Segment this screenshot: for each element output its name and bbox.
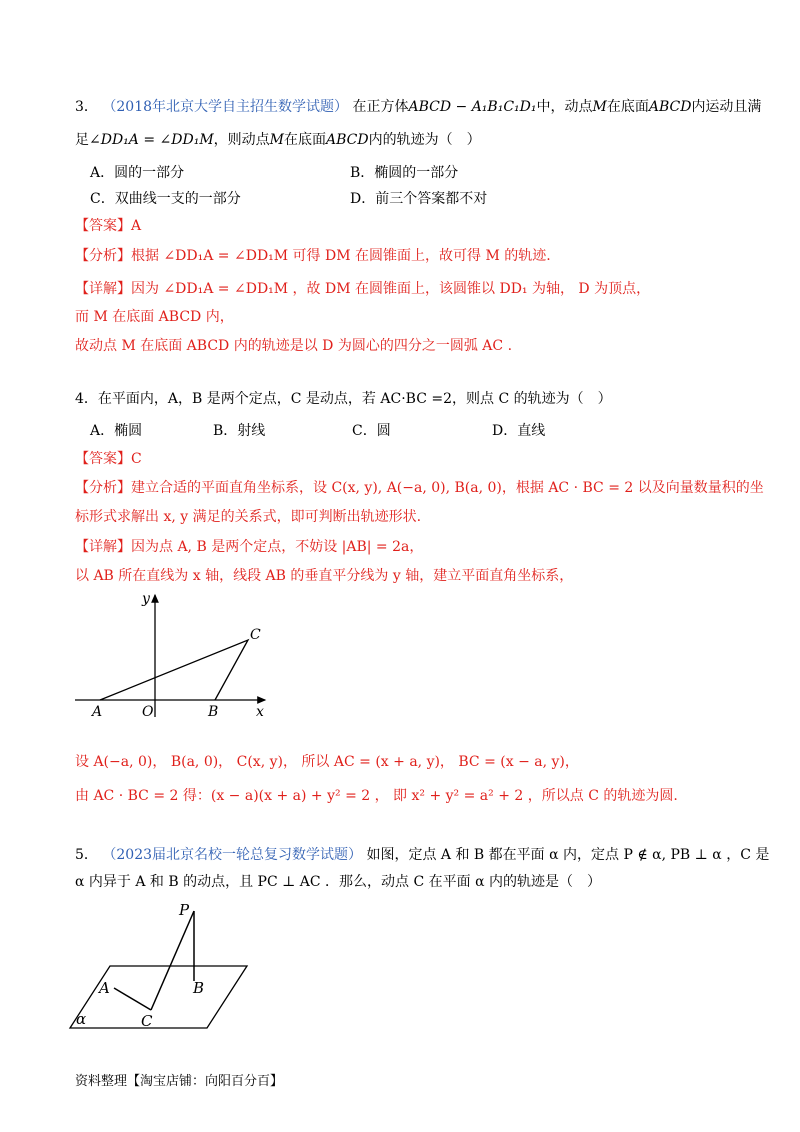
answer-tag: 【答案】 [75, 451, 131, 467]
q3-math: M [269, 132, 285, 148]
q3-text: 在底面 [606, 99, 649, 115]
label-a: A [92, 704, 103, 720]
q3-option-a: A．圆的一部分 [90, 165, 185, 181]
answer-value: C [131, 451, 142, 467]
q4-option-c: C．圆 [352, 423, 391, 439]
q3-detail-1 [75, 279, 650, 299]
q3-analysis [75, 246, 551, 266]
q3-number: 3． [75, 99, 98, 115]
answer-value: A [131, 218, 142, 234]
segment-pc [151, 911, 194, 1010]
q4-answer [75, 449, 142, 469]
q5-stem-text: 如图，定点 A 和 B 都在平面 α 内，定点 P ∉ α, PB ⊥ α ，C 是 [366, 847, 770, 863]
q3-math: ABCD [648, 99, 692, 115]
q4-detail-2: 以 AB 所在直线为 x 轴，线段 AB 的垂直平分线为 y 轴，建立平面直角坐标系， [75, 568, 574, 584]
q4-stem-text: 在平面内，A，B 是两个定点，C 是动点，若 AC·BC =2，则点 C 的轨迹为（ ） [97, 391, 612, 407]
label-a: A [99, 979, 110, 997]
q3-option-d: D．前三个答案都不对 [350, 191, 488, 207]
label-p: P [179, 901, 190, 919]
q3-text: 内的轨迹为（ ） [368, 132, 481, 148]
q3-math: ABCD [326, 132, 369, 148]
label-c: C [141, 1012, 153, 1030]
q3-option-c: C．双曲线一支的一部分 [90, 191, 241, 207]
q3-stem-line1 [75, 97, 761, 117]
q3-detail-2: 而 M 在底面 ABCD 内， [75, 309, 234, 325]
analysis-text: 根据 ∠DD₁A = ∠DD₁M 可得 DM 在圆锥面上，故可得 M 的轨迹. [131, 248, 551, 264]
q4-analysis-1 [75, 478, 764, 498]
q3-text: 足 [75, 132, 89, 148]
q3-cube-math: ABCD − A₁B₁C₁D₁ [408, 99, 537, 115]
page-footer: 资料整理【淘宝店铺：向阳百分百】 [75, 1074, 284, 1089]
q3-text: 在底面 [284, 132, 327, 148]
q5-number: 5． [75, 847, 98, 863]
analysis-text: 建立合适的平面直角坐标系，设 C(x, y), A(−a, 0), B(a, 0)，根据 AC · BC = 2 以及向量数量积的坐 [131, 480, 764, 496]
q4-coordinate-figure [60, 585, 280, 720]
q4-option-d: D．直线 [492, 423, 546, 439]
analysis-tag: 【分析】 [75, 248, 131, 264]
q4-option-b: B．射线 [213, 423, 266, 439]
q5-source: （2023届北京名校一轮总复习数学试题） [102, 847, 363, 863]
q3-text: 中，动点 [536, 99, 593, 115]
q3-answer [75, 216, 141, 236]
q3-math: M [592, 99, 607, 115]
q5-stem-line2: α 内异于 A 和 B 的动点，且 PC ⊥ AC ．那么，动点 C 在平面 α 内的轨迹是（ ） [75, 874, 601, 890]
q5-stem-line1 [75, 845, 769, 865]
label-c: C [250, 627, 261, 643]
answer-tag: 【答案】 [75, 218, 131, 234]
q4-option-a: A．椭圆 [90, 423, 143, 439]
label-y: y [142, 591, 150, 607]
detail-tag: 【详解】 [75, 539, 131, 555]
q3-stem-line2 [75, 130, 481, 150]
q3-text: 在正方体 [352, 99, 409, 115]
q4-detail-1 [75, 537, 423, 557]
detail-text: 因为 ∠DD₁A = ∠DD₁M ，故 DM 在圆锥面上，该圆锥以 DD₁ 为轴， D 为顶点， [131, 281, 651, 297]
q4-detail-4: 由 AC · BC = 2 得：(x − a)(x + a) + y² = 2 ， 即 x² + y² = a² + 2 ，所以点 C 的轨迹为圆. [75, 788, 678, 804]
detail-tag: 【详解】 [75, 281, 131, 297]
triangle-abc [100, 640, 248, 700]
q3-condition-math: ∠DD₁A = ∠DD₁M [89, 132, 214, 148]
q3-detail-3: 故动点 M 在底面 ABCD 内的轨迹是以 D 为圆心的四分之一圆弧 AC . [75, 338, 513, 354]
label-o: O [142, 704, 154, 720]
label-b: B [193, 979, 205, 997]
q4-detail-3: 设 A(−a, 0)， B(a, 0)， C(x, y)， 所以 AC = (x + a, y)， BC = (x − a, y)， [75, 754, 579, 770]
q3-option-b: B．椭圆的一部分 [350, 165, 459, 181]
q3-text: 内运动且满 [691, 99, 762, 115]
q4-number: 4． [75, 391, 98, 407]
segment-ac [114, 988, 151, 1010]
q3-source: （2018年北京大学自主招生数学试题） [102, 99, 349, 115]
detail-text: 因为点 A, B 是两个定点，不妨设 |AB| = 2a， [131, 539, 424, 555]
label-alpha: α [76, 1010, 87, 1028]
q4-analysis-2: 标形式求解出 x, y 满足的关系式，即可判断出轨迹形状. [75, 509, 422, 525]
q5-plane-figure [65, 898, 255, 1033]
q3-text: ，则动点 [213, 132, 270, 148]
label-x: x [256, 704, 264, 720]
plane-alpha [70, 966, 247, 1028]
q4-stem [75, 389, 612, 409]
analysis-tag: 【分析】 [75, 480, 131, 496]
label-b: B [208, 704, 219, 720]
